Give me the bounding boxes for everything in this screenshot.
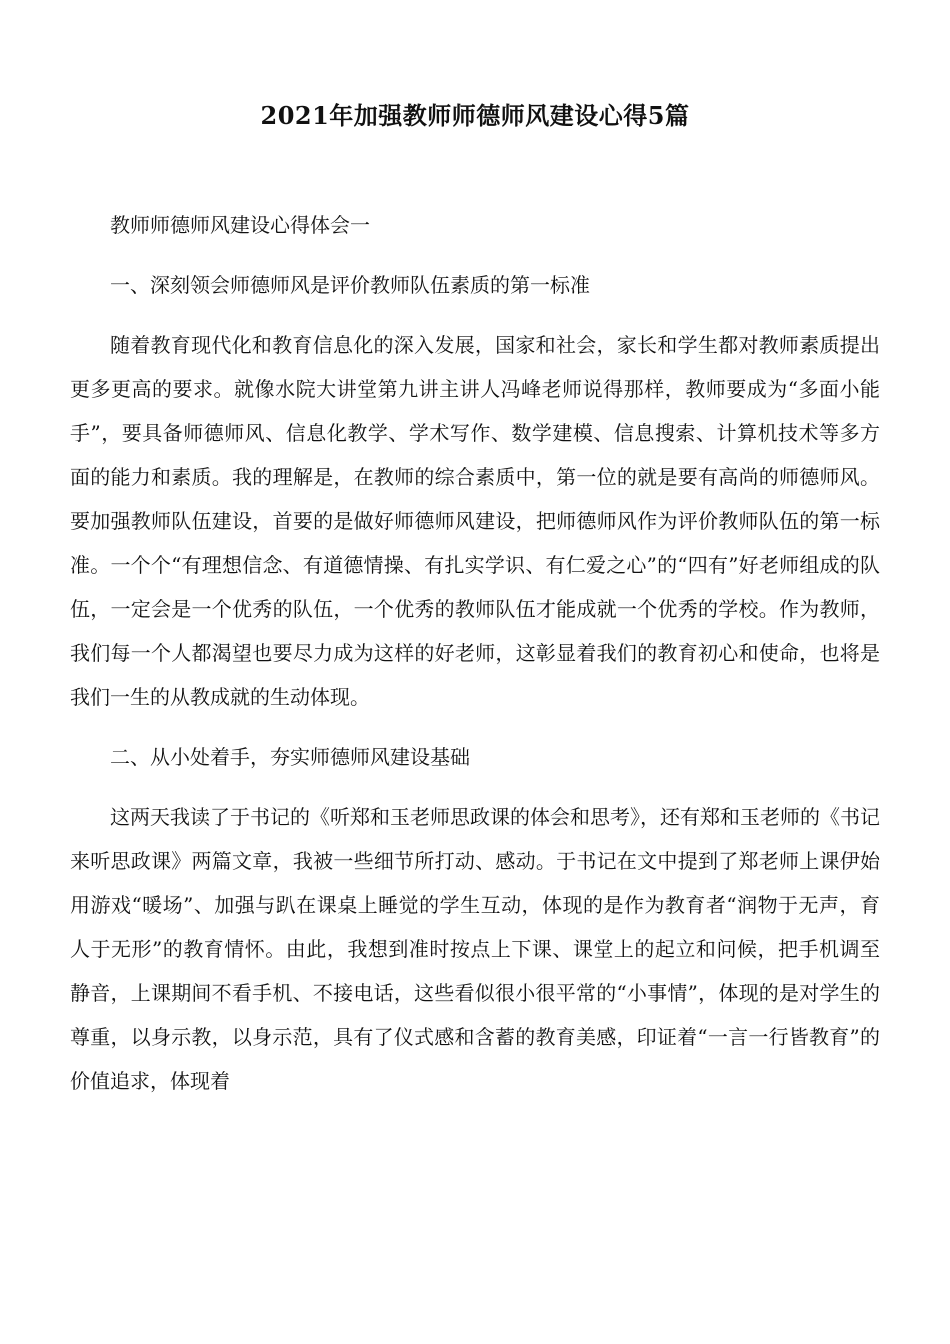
body-paragraph-2: 这两天我读了于书记的《听郑和玉老师思政课的体会和思考》，还有郑和玉老师的《书记来听思政课》两篇文章，我被一些细节所打动、感动。于书记在文中提到了郑老师上课伊始用游戏“暖场”、加强与趴在课桌上睡觉的学生互动，体现的是作为教育者“润物于无声，育人于无形”的教育情怀。由此，我想到准时按点上下课、课堂上的起立和问候，把手机调至静音，上课期间不看手机、不接电话，这些看似很小很平常的“小事情”，体现的是对学生的尊重，以身示教，以身示范，具有了仪式感和含蓄的教育美感，印证着“一言一行皆教育”的价值追求，体现着 [70,805,880,1093]
section-subtitle: 教师师德师风建设心得体会一 [110,213,370,237]
document-title: 2021年加强教师师德师风建设心得5篇 [260,101,690,130]
section-heading-2: 二、从小处着手，夯实师德师风建设基础 [110,745,470,769]
document-body [70,203,880,1119]
body-paragraph-1: 随着教育现代化和教育信息化的深入发展，国家和社会，家长和学生都对教师素质提出更多更高的要求。就像水院大讲堂第九讲主讲人冯峰老师说得那样，教师要成为“多面小能手”，要具备师德师风、信息化教学、学术写作、数学建模、信息搜索、计算机技术等多方面的能力和素质。我的理解是，在教师的综合素质中，第一位的就是要有高尚的师德师风。要加强教师队伍建设，首要的是做好师德师风建设，把师德师风作为评价教师队伍的第一标准。一个个“有理想信念、有道德情操、有扎实学识、有仁爱之心”的“四有”好老师组成的队伍，一定会是一个优秀的队伍，一个优秀的教师队伍才能成就一个优秀的学校。作为教师，我们每一个人都渴望也要尽力成为这样的好老师，这彰显着我们的教育初心和使命，也将是我们一生的从教成就的生动体现。 [70,333,880,709]
section-heading-1: 一、深刻领会师德师风是评价教师队伍素质的第一标准 [110,273,590,297]
